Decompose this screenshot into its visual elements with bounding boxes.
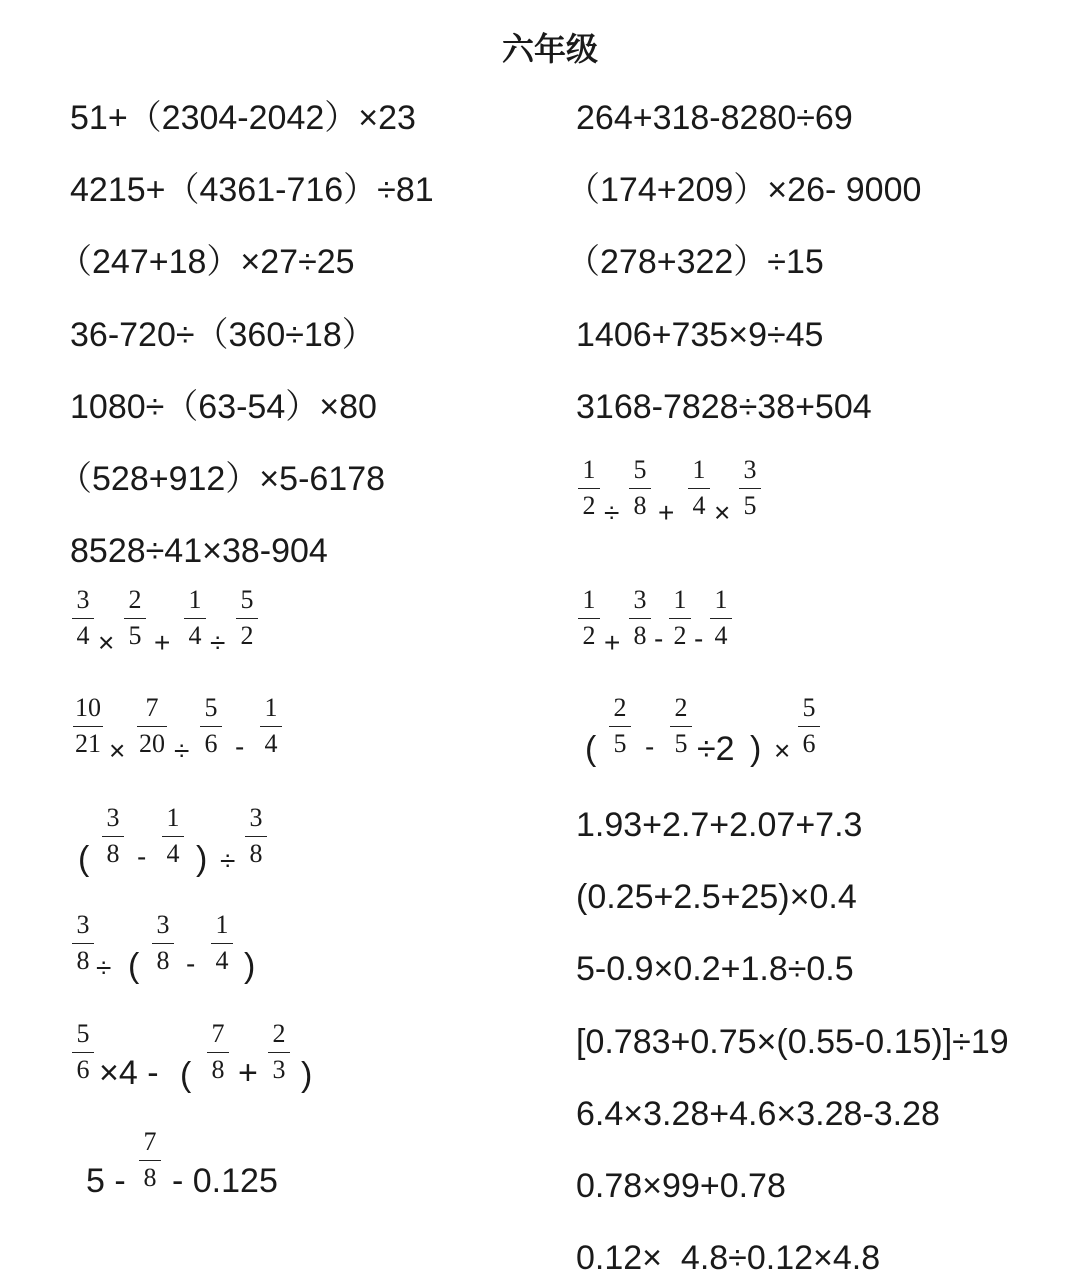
operator: - 0.125 [172,1162,278,1200]
operator: ( [585,730,597,768]
operator: ( [78,840,90,878]
problem-left-6: （528+912）×5-6178 [58,460,386,498]
problem-left-2: 4215+（4361-716）÷81 [70,171,434,209]
problem-left-4: 36-720÷（360÷18） [70,316,376,354]
operator: - [645,731,655,762]
problem-left-3: （247+18）×27÷25 [58,243,355,281]
problem-right-2: （174+209）×26- 9000 [566,171,922,209]
operator: × [98,627,115,658]
problem-left-7: 8528÷41×38-904 [70,532,328,570]
problem-right-3: （278+322）÷15 [566,243,824,281]
operator: ) [196,840,208,878]
operator: ÷ [220,845,236,876]
operator: ÷2 [697,730,735,768]
operator: ÷ [604,497,620,528]
problem-right-4: 1406+735×9÷45 [576,316,824,354]
operator: + [604,627,621,658]
operator: ) [244,947,256,985]
operator: - [235,731,245,762]
page-title: 六年级 [501,31,598,67]
operator: × [774,735,791,766]
operator: ÷ [174,735,190,766]
operator: ( [128,947,140,985]
operator: ) [750,730,762,768]
operator: ) [301,1056,313,1094]
operator: + [658,497,675,528]
problem-right-13: 6.4×3.28+4.6×3.28-3.28 [576,1095,940,1133]
operator: ÷ [96,952,112,983]
operator: + [154,627,171,658]
operator: × [109,735,126,766]
operator: - [186,948,196,979]
problem-left-5: 1080÷（63-54）×80 [70,388,377,426]
problem-right-5: 3168-7828÷38+504 [576,388,872,426]
problem-right-9: 1.93+2.7+2.07+7.3 [576,806,863,844]
problem-right-11: 5-0.9×0.2+1.8÷0.5 [576,950,854,988]
operator: + [238,1054,258,1092]
operator: ×4 - [99,1054,159,1092]
problem-right-10: (0.25+2.5+25)×0.4 [576,878,857,916]
problem-right-15: 0.12× 4.8÷0.12×4.8 [576,1239,881,1277]
operator: 5 - [86,1162,126,1200]
operator: - [654,623,664,654]
operator: - [137,841,147,872]
problem-right-12: [0.783+0.75×(0.55-0.15)]÷19 [576,1023,1009,1061]
problem-right-14: 0.78×99+0.78 [576,1167,786,1205]
operator: × [714,497,731,528]
operator: ( [180,1056,192,1094]
operator: ÷ [210,627,226,658]
operator: - [694,623,704,654]
problem-right-1: 264+318-8280÷69 [576,99,853,137]
problem-left-1: 51+（2304-2042）×23 [70,99,416,137]
